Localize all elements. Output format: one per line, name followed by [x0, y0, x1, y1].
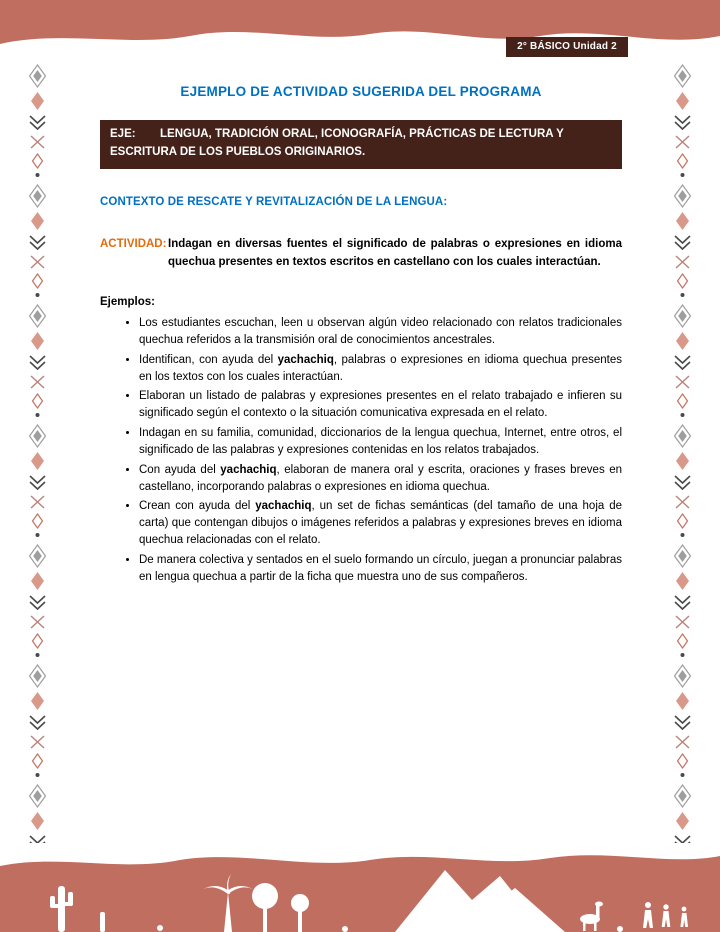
context-heading: CONTEXTO DE RESCATE Y REVITALIZACIÓN DE LA LENGUA:: [100, 195, 448, 208]
example-item: • Indagan en su familia, comunidad, diccionarios de la lengua quechua, Internet, entre otros, el significado de las palabras y expresiones contenidas en los relatos trabajados.: [139, 425, 622, 459]
activity-label: ACTIVIDAD:: [100, 237, 167, 250]
activity-paragraph: [100, 235, 622, 272]
example-item: • Elaboran un listado de palabras y expresiones presentes en el relato trabajado e infieren su significado según el contexto o la situación comunicativa expresada en el relato.: [139, 388, 622, 422]
example-item: • Crean con ayuda del yachachiq, un set de fichas semánticas (del tamaño de una hoja de carta) que contengan dibujos o imágenes referidos a palabras y expresiones breves en idioma quechua relacionadas con el relato.: [139, 498, 622, 549]
example-item: • Identifican, con ayuda del yachachiq, palabras o expresiones en idioma quechua presentes en los textos con los cuales interactúan.: [139, 352, 622, 386]
eje-label: EJE:: [110, 128, 136, 140]
unit-badge: 2° BÁSICO Unidad 2: [506, 37, 628, 57]
example-item: • De manera colectiva y sentados en el suelo formando un círculo, juegan a pronunciar palabras en lengua quechua a partir de la ficha que muestra uno de sus compañeros.: [139, 552, 622, 586]
left-border-pattern: [27, 62, 48, 843]
examples-list: [100, 315, 622, 585]
eje-banner: [100, 120, 622, 169]
andean-landscape-silhouette-icon: [0, 842, 720, 932]
andean-textile-pattern-icon: [27, 62, 48, 843]
page-title: EJEMPLO DE ACTIVIDAD SUGERIDA DEL PROGRAMA: [180, 84, 542, 99]
example-item: • Los estudiantes escuchan, leen u observan algún video relacionado con relatos tradicionales quechua referidos a la transmisión oral de conocimientos ancestrales.: [139, 315, 622, 349]
examples-heading: Ejemplos:: [100, 296, 155, 309]
example-item: • Con ayuda del yachachiq, elaboran de manera oral y escrita, oraciones y frases breves en castellano, incorporando palabras o expresiones en idioma quechua.: [139, 462, 622, 496]
andean-textile-pattern-icon: [672, 62, 693, 843]
eje-text: LENGUA, TRADICIÓN ORAL, ICONOGRAFÍA, PRÁCTICAS DE LECTURA Y ESCRITURA DE LOS PUEBLOS ORIGINARIOS.: [110, 128, 564, 158]
document-content: [100, 84, 622, 588]
right-border-pattern: [672, 62, 693, 843]
footer-band: [0, 842, 720, 932]
activity-text: Indagan en diversas fuentes el significado de palabras o expresiones en idioma quechua presentes en textos escritos en castellano con los cuales interactúan.: [168, 237, 622, 269]
